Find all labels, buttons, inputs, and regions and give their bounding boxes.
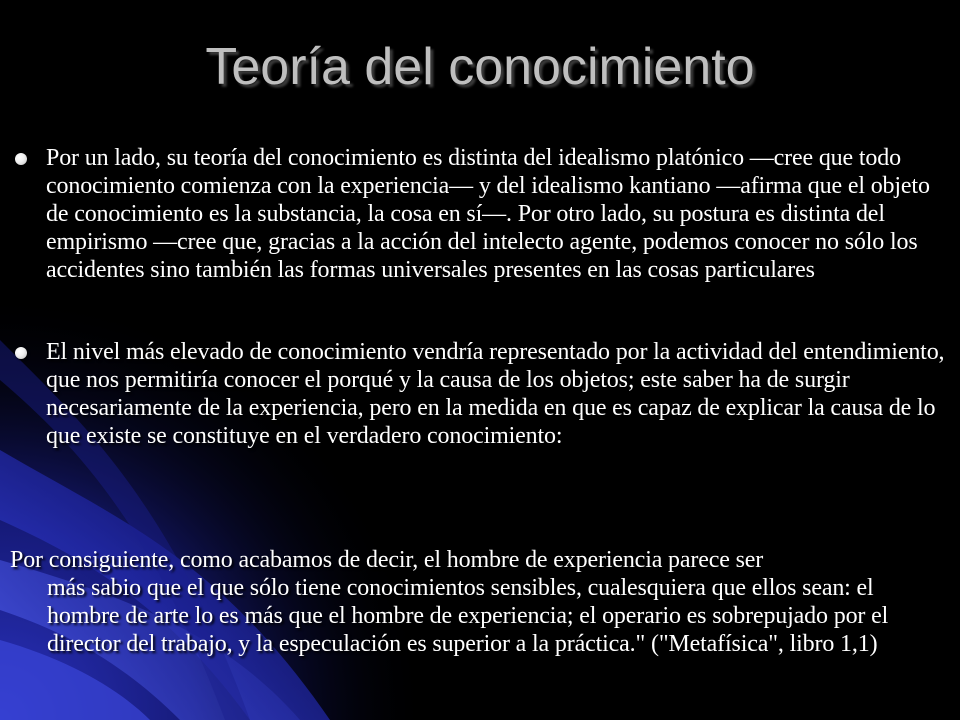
bullet-dot-icon xyxy=(15,153,27,165)
quote-continuation: más sabio que el que sólo tiene conocimientos sensibles, cualesquiera que ellos sean: el hombre de arte lo es más que el hombre de experiencia; el operario es sobrepujado por el director del trabajo, y la especulación es superior a la práctica." ("Metafísica", libro 1,1) xyxy=(47,575,889,657)
bullet-item xyxy=(46,144,952,284)
bullet-text: El nivel más elevado de conocimiento vendría representado por la actividad del entendimiento, que nos permitiría conocer el porqué y la causa de los objetos; este saber ha de surgir necesariamente de la experiencia, pero en la medida en que es capaz de explicar la causa de lo que existe se constituye en el verdadero conocimiento: xyxy=(46,339,945,449)
bullet-item xyxy=(46,338,952,450)
bullet-list xyxy=(46,144,952,504)
slide-title: Teoría del conocimiento xyxy=(205,38,755,96)
bullet-text: Por un lado, su teoría del conocimiento es distinta del idealismo platónico —cree que todo conocimiento comienza con la experiencia— y del idealismo kantiano —afirma que el objeto de conocimiento es la substancia, la cosa en sí—. Por otro lado, su postura es distinta del empirismo —cree que, gracias a la acción del intelecto agente, podemos conocer no sólo los accidentes sino también las formas universales presentes en las cosas particulares xyxy=(46,145,930,283)
bullet-dot-icon xyxy=(15,347,27,359)
quote-paragraph xyxy=(10,546,940,658)
quote-first-line: Por consiguiente, como acabamos de decir, el hombre de experiencia parece ser xyxy=(10,547,764,573)
